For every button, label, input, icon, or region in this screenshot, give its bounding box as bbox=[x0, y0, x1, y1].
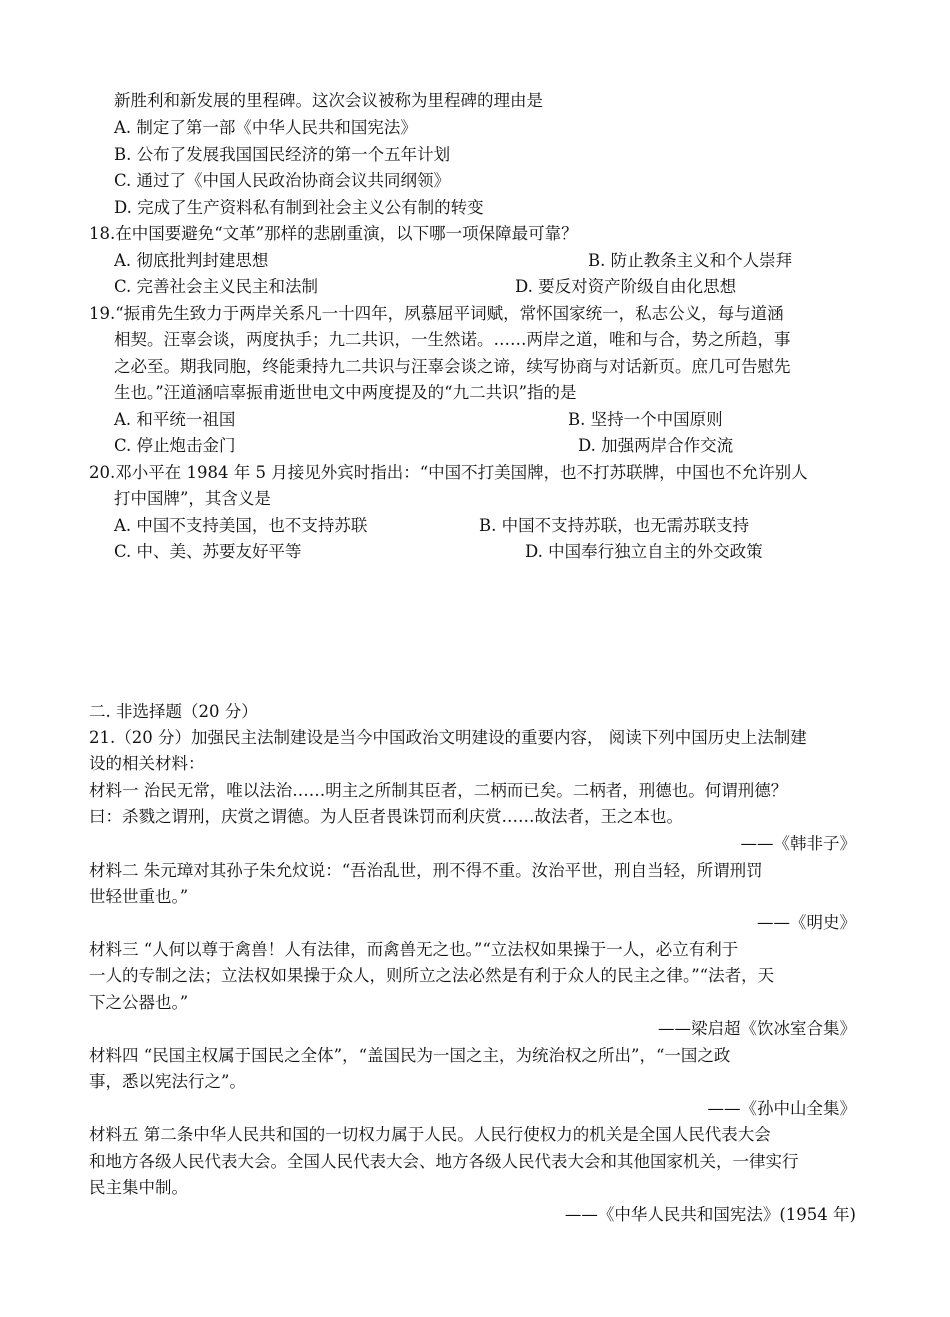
q20-option-b: B. 中国不支持苏联，也无需苏联支持 bbox=[479, 516, 750, 535]
q19-line-2: 相契。汪辜会谈，两度执手；九二共识，一生然诺。……两岸之道，唯和与合，势之所趋，事 bbox=[114, 330, 791, 349]
material-4-source: ——《孙中山全集》 bbox=[707, 1099, 856, 1118]
material-3-line-1: 材料三 “人何以尊于禽兽！人有法律，而禽兽无之也。”“立法权如果操于一人，必立有利于 bbox=[89, 940, 739, 959]
material-4-line-2: 事，悉以宪法行之”。 bbox=[89, 1072, 246, 1091]
q19-option-d: D. 加强两岸合作交流 bbox=[578, 436, 734, 455]
material-5-source: ——《中华人民共和国宪法》(1954 年) bbox=[564, 1205, 856, 1224]
material-1-source: ——《韩非子》 bbox=[740, 834, 856, 853]
q18-option-d: D. 要反对资产阶级自由化思想 bbox=[515, 277, 737, 296]
q17-option-b: B. 公布了发展我国国民经济的第一个五年计划 bbox=[114, 145, 451, 164]
q21-line-1: 21.（20 分）加强民主法制建设是当今中国政治文明建设的重要内容， 阅读下列中国历史上法制建 bbox=[89, 728, 807, 747]
q20-option-a: A. 中国不支持美国，也不支持苏联 bbox=[114, 516, 368, 535]
q17-option-c: C. 通过了《中国人民政治协商会议共同纲领》 bbox=[114, 171, 451, 190]
q20-line-1: 20.邓小平在 1984 年 5 月接见外宾时指出：“中国不打美国牌，也不打苏联牌，中国也不允许别人 bbox=[89, 463, 808, 482]
material-2-source: ——《明史》 bbox=[757, 913, 856, 932]
q19-option-a: A. 和平统一祖国 bbox=[114, 410, 236, 429]
q19-option-c: C. 停止炮击金门 bbox=[114, 436, 236, 455]
material-5-line-2: 和地方各级人民代表大会。全国人民代表大会、地方各级人民代表大会和其他国家机关，一律实行 bbox=[89, 1152, 799, 1171]
q17-stem-tail: 新胜利和新发展的里程碑。这次会议被称为里程碑的理由是 bbox=[114, 91, 543, 110]
q17-option-a: A. 制定了第一部《中华人民共和国宪法》 bbox=[114, 118, 417, 137]
q18-option-b: B. 防止教条主义和个人崇拜 bbox=[588, 251, 793, 270]
q18-stem: 18.在中国要避免“文革”那样的悲剧重演，以下哪一项保障最可靠？ bbox=[89, 224, 578, 243]
q19-line-3: 之必至。期我同胞，终能秉持九二共识与汪辜会谈之谛，续写协商与对话新页。庶几可告慰先 bbox=[114, 357, 791, 376]
q21-line-2: 设的相关材料： bbox=[89, 754, 205, 773]
q18-option-a: A. 彻底批判封建思想 bbox=[114, 251, 269, 270]
material-5-line-1: 材料五 第二条中华人民共和国的一切权力属于人民。人民行使权力的机关是全国人民代表大会 bbox=[89, 1125, 771, 1144]
material-1-line-2: 曰：杀戮之谓刑，庆赏之谓德。为人臣者畏诛罚而利庆赏……故法者，王之本也。 bbox=[89, 807, 683, 826]
material-5-line-3: 民主集中制。 bbox=[89, 1178, 188, 1197]
q19-option-b: B. 坚持一个中国原则 bbox=[568, 410, 723, 429]
q18-option-c: C. 完善社会主义民主和法制 bbox=[114, 277, 319, 296]
q20-option-c: C. 中、美、苏要友好平等 bbox=[114, 542, 302, 561]
material-3-line-3: 下之公器也。” bbox=[89, 993, 189, 1012]
section-heading: 二. 非选择题（20 分） bbox=[89, 702, 258, 721]
material-2-line-2: 世轻世重也。” bbox=[89, 887, 189, 906]
q20-option-d: D. 中国奉行独立自主的外交政策 bbox=[525, 542, 763, 561]
material-3-source: ——梁启超《饮冰室合集》 bbox=[658, 1019, 856, 1038]
material-1-line-1: 材料一 治民无常，唯以法治……明主之所制其臣者，二柄而已矣。二柄者，刑德也。何谓刑德？ bbox=[89, 781, 788, 800]
material-4-line-1: 材料四 “民国主权属于国民之全体”，“盖国民为一国之主，为统治权之所出”，“一国之政 bbox=[89, 1046, 731, 1065]
material-2-line-1: 材料二 朱元璋对其孙子朱允炆说：“吾治乱世，刑不得不重。汝治平世，刑自当轻，所谓刑罚 bbox=[89, 861, 763, 880]
q17-option-d: D. 完成了生产资料私有制到社会主义公有制的转变 bbox=[114, 198, 484, 217]
q19-line-1: 19.“振甫先生致力于两岸关系凡一十四年，夙慕屈平词赋，常怀国家统一，私志公义，每与道涵 bbox=[89, 304, 784, 323]
material-3-line-2: 一人的专制之法；立法权如果操于众人，则所立之法必然是有利于众人的民主之律。”“法者，天 bbox=[89, 966, 775, 985]
q19-line-4: 生也。”汪道涵唁辜振甫逝世电文中两度提及的“九二共识”指的是 bbox=[114, 383, 577, 402]
q20-line-2: 打中国牌”，其含义是 bbox=[114, 489, 271, 508]
